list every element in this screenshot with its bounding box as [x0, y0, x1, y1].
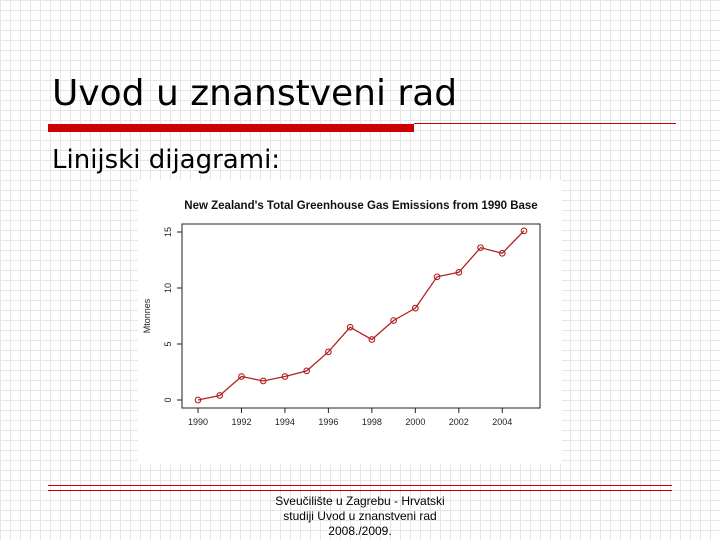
footer-rule-bottom: [48, 490, 672, 491]
x-tick-label: 1996: [318, 417, 339, 427]
series-line: [198, 231, 524, 400]
y-tick-label: 5: [163, 341, 173, 347]
chart-image: [138, 180, 562, 464]
x-tick-label: 1994: [274, 417, 295, 427]
y-tick-label: 0: [163, 397, 173, 403]
footer-rule-top: [48, 485, 672, 486]
slide-title: Uvod u znanstveni rad: [52, 73, 458, 114]
x-tick-label: 1998: [361, 417, 382, 427]
x-tick-label: 1990: [187, 417, 209, 427]
y-axis-label: Mtonnes: [142, 298, 152, 334]
footer-line-1: Sveučilište u Zagrebu - Hrvatski: [275, 494, 445, 508]
footer-line-2: studiji Uvod u znanstveni rad: [283, 509, 437, 523]
title-underline-thin: [414, 123, 676, 124]
x-tick-label: 2000: [405, 417, 426, 427]
y-tick-label: 10: [163, 282, 173, 294]
x-tick-label: 2004: [492, 417, 513, 427]
line-chart: [138, 180, 562, 464]
y-tick-label: 15: [163, 226, 173, 238]
footer-text: [240, 494, 480, 539]
x-tick-label: 1992: [231, 417, 252, 427]
x-tick-label: 2002: [448, 417, 469, 427]
title-underline-accent: [48, 124, 414, 132]
slide-subtitle: Linijski dijagrami:: [52, 145, 281, 175]
footer-line-3: 2008./2009.: [328, 524, 392, 538]
chart-title: New Zealand's Total Greenhouse Gas Emissions from 1990 Base: [184, 200, 538, 212]
plot-frame: [182, 224, 540, 408]
